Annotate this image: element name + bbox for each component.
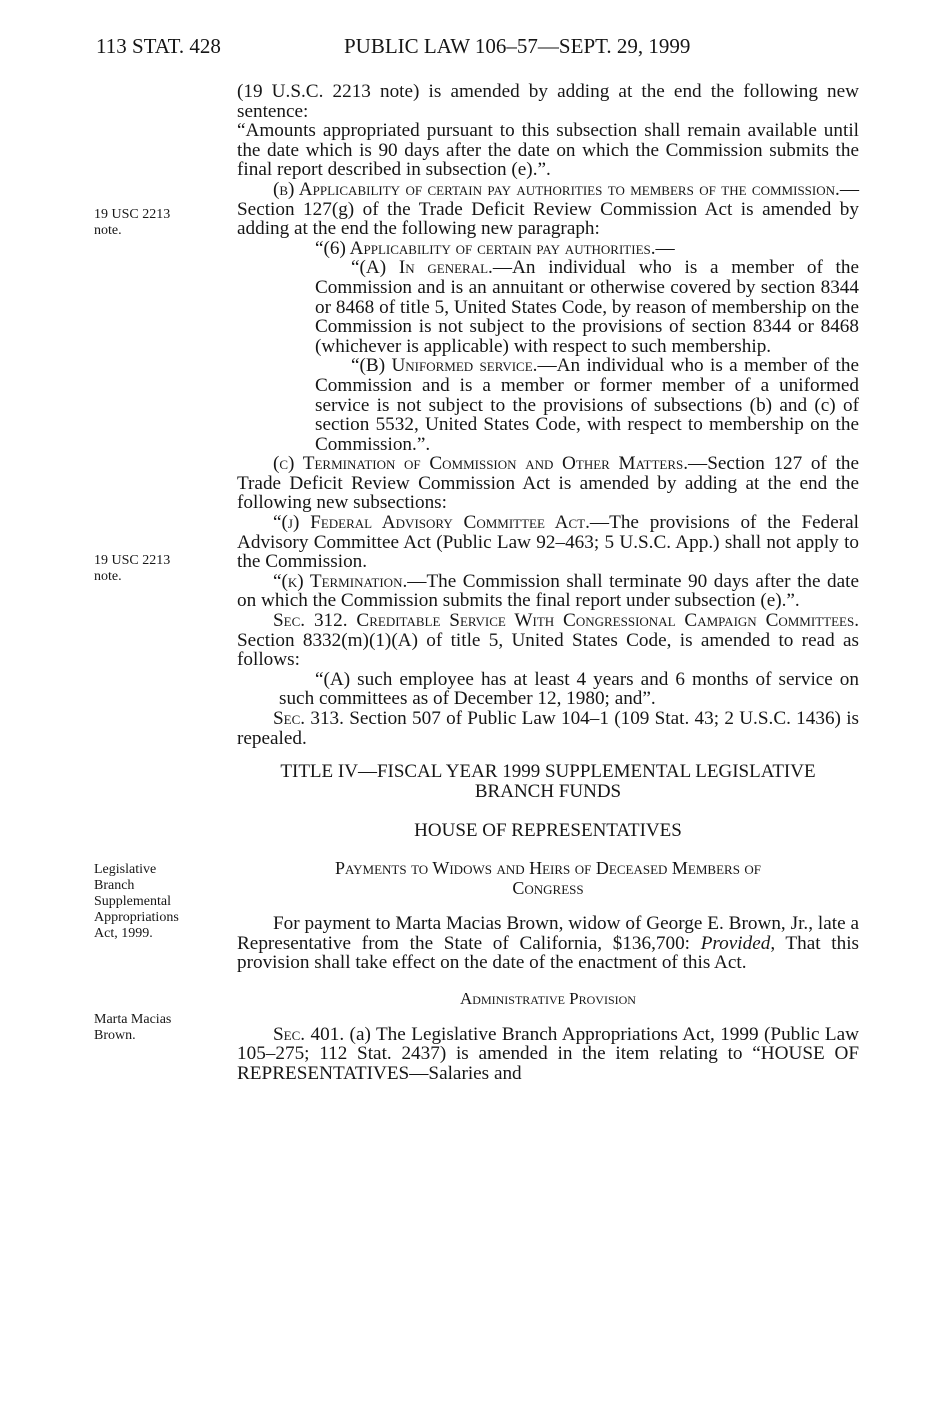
subsection-text: —The provisions of the Federal Advisory Committee Act (Public Law 92–463; 5 U.S.C. App.) shall not apply to the Commission. <box>237 512 860 573</box>
house-heading: HOUSE OF REPRESENTATIVES <box>414 820 682 842</box>
quoted-sentence: “Amounts appropriated pursuant to this subsection shall remain available until the date which is 90 days after the date on which the Commission submits the final report described in subsection (e).”. <box>237 120 859 181</box>
margin-note-line: Branch <box>94 878 135 893</box>
payments-heading <box>237 859 859 898</box>
heading-dash: — <box>655 237 675 259</box>
section-313 <box>237 709 859 748</box>
margin-note-3 <box>94 862 234 942</box>
margin-note-line: Marta Macias <box>94 1012 172 1027</box>
subparagraph-heading: “(A) In general. <box>351 257 493 279</box>
margin-note-1 <box>94 207 234 239</box>
margin-note-line: Brown. <box>94 1028 136 1043</box>
section-text: 401. (a) The Legislative Branch Appropriations Act, 1999 (Public Law 105–275; 112 Stat. 2437) is amended in the item relating to “HOUSE OF REPRESENTATIVES—Salaries and <box>237 1023 859 1084</box>
title-line: TITLE IV—FISCAL YEAR 1999 SUPPLEMENTAL LEGISLATIVE <box>280 761 816 783</box>
subparagraph-text: —An individual who is a member of the Commission and is an annuitant or otherwise covered by section 8344 or 8468 of title 5, United States Code, by reason of membership on the Commission is not subject to the provisions of section 8344 or 8468 (whichever is applicable) with respect to such membership. <box>315 257 859 357</box>
administrative-provision-heading: Administrative Provision <box>460 988 636 1008</box>
page-number: 113 STAT. 428 <box>96 34 221 58</box>
subsection-heading: “(k) Termination. <box>273 570 408 592</box>
subsection-j <box>237 513 859 572</box>
subparagraph-a <box>237 258 859 356</box>
subparagraph-heading: “(B) Uniformed service. <box>351 355 538 377</box>
section-heading: Sec. <box>273 1023 306 1045</box>
section-text: Section 8332(m)(1)(A) of title 5, United States Code, is amended to read as follows: <box>237 629 859 671</box>
body-text <box>237 82 859 1083</box>
paragraph: (19 U.S.C. 2213 note) is amended by adding at the end the following new sentence: <box>237 81 859 122</box>
subsection-heading: (c) Termination of Commission and Other Matters. <box>273 453 689 475</box>
subsection-text: —The Commission shall terminate 90 days after the date on which the Commission submits the final report under subsection (e).”. <box>237 570 859 612</box>
margin-note-4 <box>94 1012 234 1044</box>
payment-text-cont: , That this provision shall take effect on the date of the enactment of this Act. <box>237 932 859 974</box>
margin-note-line: Act, 1999. <box>94 926 153 941</box>
subsection-text: —Section 127(g) of the Trade Deficit Review Commission Act is amended by adding at the end the following new paragraph: <box>237 178 859 240</box>
paragraph-6-heading <box>237 239 859 259</box>
payment-text: For payment to Marta Macias Brown, widow of George E. Brown, Jr., late a Representative from the State of California, $136,700: <box>237 913 859 954</box>
subparagraph-b <box>237 356 859 454</box>
title-line: BRANCH FUNDS <box>474 780 622 802</box>
subsection-heading: “(j) Federal Advisory Committee Act. <box>273 512 590 534</box>
subsection-heading: (b) Applicability of certain pay authorities to members of the commission. <box>273 178 840 200</box>
subparagraph-text: —An individual who is a member of the Commission and is a member or former member of a uniformed service is not subject to the provisions of subsections (b) and (c) of section 5532, United States Code, with respect to membership on the Commission.”. <box>315 355 859 455</box>
section-text: 313. Section 507 of Public Law 104–1 (109 Stat. 43; 2 U.S.C. 1436) is repealed. <box>237 708 859 749</box>
running-header <box>0 34 943 64</box>
margin-note-line: Legislative <box>94 862 157 877</box>
margin-note-line: Appropriations <box>94 910 179 925</box>
payment-paragraph <box>237 914 859 973</box>
heading-line: Payments to Widows and Heirs of Deceased Members of <box>334 857 762 878</box>
section-401 <box>237 1025 859 1084</box>
header-title: PUBLIC LAW 106–57—SEPT. 29, 1999 <box>344 34 691 58</box>
margin-note-line: Supplemental <box>94 894 171 909</box>
section-312-amendment: “(A) such employee has at least 4 years and 6 months of service on such committees as of December 12, 1980; and”. <box>279 668 859 710</box>
margin-note-line: 19 USC 2213 <box>94 553 171 568</box>
subsection-k <box>237 572 859 611</box>
margin-note-2 <box>94 553 234 585</box>
margin-note-line: note. <box>94 569 122 584</box>
section-heading: Sec. <box>273 708 306 729</box>
margin-note-line: note. <box>94 223 122 238</box>
margin-note-line: 19 USC 2213 <box>94 207 171 222</box>
heading-line: Congress <box>512 877 584 898</box>
subsection-text: —Section 127 of the Trade Deficit Review Commission Act is amended by adding at the end the following new subsections: <box>237 453 860 514</box>
section-312 <box>237 611 859 670</box>
paragraph-heading: “(6) Applicability of certain pay authorities. <box>315 237 656 259</box>
subsection-c <box>237 454 859 513</box>
provided-italic: Provided <box>700 932 771 954</box>
title-iv-heading <box>237 762 859 801</box>
section-heading: Sec. 312. Creditable Service With Congressional Campaign Committees. <box>273 610 859 632</box>
subsection-b <box>237 180 859 239</box>
